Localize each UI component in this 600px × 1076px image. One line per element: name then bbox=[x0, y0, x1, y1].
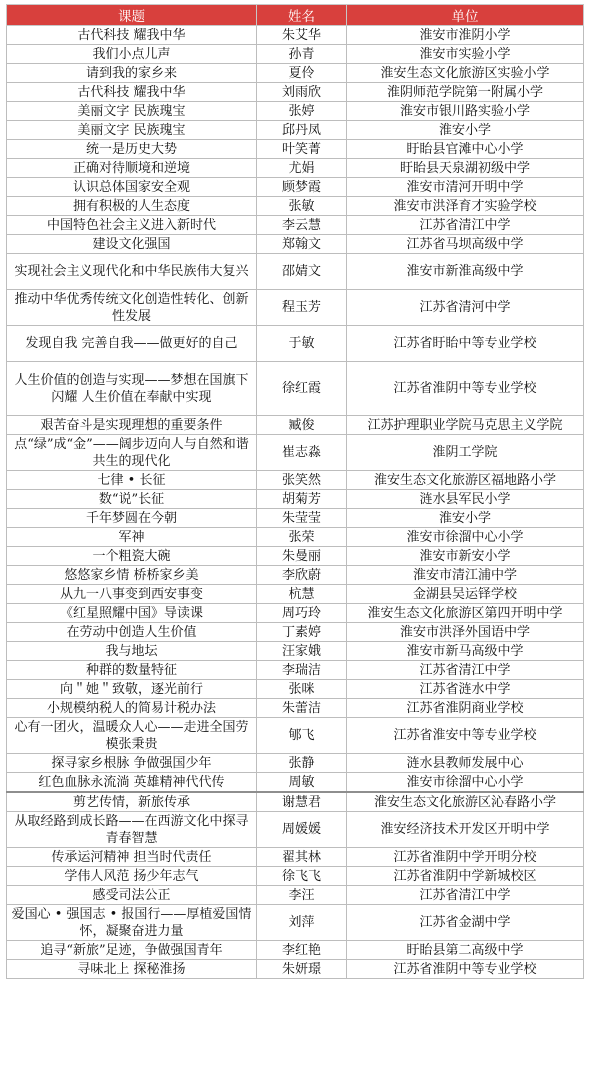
table-row bbox=[7, 848, 584, 867]
cell-name: 李红艳 bbox=[257, 941, 347, 960]
table-row bbox=[7, 604, 584, 623]
cell-unit: 淮安小学 bbox=[347, 509, 584, 528]
table-row bbox=[7, 792, 584, 812]
cell-name: 翟其林 bbox=[257, 848, 347, 867]
cell-unit: 淮阴师范学院第一附属小学 bbox=[347, 83, 584, 102]
cell-unit: 淮安市徐溜中心小学 bbox=[347, 528, 584, 547]
cell-name: 郑翰文 bbox=[257, 235, 347, 254]
cell-unit: 江苏护理职业学院马克思主义学院 bbox=[347, 416, 584, 435]
cell-topic: 人生价值的创造与实现——梦想在国旗下闪耀 人生价值在奉献中实现 bbox=[7, 362, 257, 416]
table-row bbox=[7, 254, 584, 290]
cell-topic: 正确对待顺境和逆境 bbox=[7, 159, 257, 178]
cell-name: 刘萍 bbox=[257, 905, 347, 941]
table-row bbox=[7, 547, 584, 566]
cell-topic: 一个粗瓷大碗 bbox=[7, 547, 257, 566]
cell-topic: 悠悠家乡情 桥桥家乡美 bbox=[7, 566, 257, 585]
cell-unit: 淮安市洪泽育才实验学校 bbox=[347, 197, 584, 216]
table-row bbox=[7, 642, 584, 661]
cell-unit: 淮安市新马高级中学 bbox=[347, 642, 584, 661]
cell-name: 张咪 bbox=[257, 680, 347, 699]
table-row bbox=[7, 45, 584, 64]
table-row bbox=[7, 623, 584, 642]
cell-unit: 淮安生态文化旅游区实验小学 bbox=[347, 64, 584, 83]
table-row bbox=[7, 178, 584, 197]
cell-topic: 我与地坛 bbox=[7, 642, 257, 661]
cell-unit: 江苏省淮阴中等专业学校 bbox=[347, 960, 584, 979]
table-row bbox=[7, 26, 584, 45]
table-row bbox=[7, 435, 584, 471]
cell-name: 崔志淼 bbox=[257, 435, 347, 471]
cell-name: 张笑然 bbox=[257, 471, 347, 490]
cell-unit: 淮安经济技术开发区开明中学 bbox=[347, 812, 584, 848]
cell-unit: 淮阴工学院 bbox=[347, 435, 584, 471]
cell-topic: 在劳动中创造人生价值 bbox=[7, 623, 257, 642]
cell-topic: 点“绿”成“金”——阔步迈向人与自然和谐共生的现代化 bbox=[7, 435, 257, 471]
table-row bbox=[7, 699, 584, 718]
cell-topic: 美丽文字 民族瑰宝 bbox=[7, 102, 257, 121]
cell-name: 周媛媛 bbox=[257, 812, 347, 848]
table-row bbox=[7, 235, 584, 254]
cell-unit: 江苏省清河中学 bbox=[347, 290, 584, 326]
cell-unit: 江苏省淮阴中学开明分校 bbox=[347, 848, 584, 867]
table-row bbox=[7, 886, 584, 905]
cell-name: 张荣 bbox=[257, 528, 347, 547]
cell-name: 周巧玲 bbox=[257, 604, 347, 623]
cell-topic: 我们小点儿声 bbox=[7, 45, 257, 64]
cell-name: 张敏 bbox=[257, 197, 347, 216]
table-row bbox=[7, 102, 584, 121]
cell-topic: 中国特色社会主义进入新时代 bbox=[7, 216, 257, 235]
cell-topic: 种群的数量特征 bbox=[7, 661, 257, 680]
cell-unit: 涟水县教师发展中心 bbox=[347, 754, 584, 773]
table-row bbox=[7, 528, 584, 547]
cell-unit: 淮安市清江浦中学 bbox=[347, 566, 584, 585]
cell-name: 朱蕾洁 bbox=[257, 699, 347, 718]
cell-unit: 江苏省清江中学 bbox=[347, 216, 584, 235]
table-row bbox=[7, 64, 584, 83]
cell-name: 杭慧 bbox=[257, 585, 347, 604]
cell-unit: 淮安市银川路实验小学 bbox=[347, 102, 584, 121]
table-row bbox=[7, 718, 584, 754]
cell-unit: 淮安市新安小学 bbox=[347, 547, 584, 566]
cell-name: 张婷 bbox=[257, 102, 347, 121]
cell-name: 朱莹莹 bbox=[257, 509, 347, 528]
table-row bbox=[7, 326, 584, 362]
cell-topic: 军神 bbox=[7, 528, 257, 547]
cell-unit: 淮安生态文化旅游区沁春路小学 bbox=[347, 792, 584, 812]
cell-name: 李云慧 bbox=[257, 216, 347, 235]
cell-topic: 传承运河精神 担当时代责任 bbox=[7, 848, 257, 867]
cell-topic: 探寻家乡根脉 争做强国少年 bbox=[7, 754, 257, 773]
cell-topic: 艰苦奋斗是实现理想的重要条件 bbox=[7, 416, 257, 435]
cell-unit: 江苏省淮阴中学新城校区 bbox=[347, 867, 584, 886]
cell-name: 顾梦霞 bbox=[257, 178, 347, 197]
cell-unit: 淮安市淮阴小学 bbox=[347, 26, 584, 45]
cell-name: 于敏 bbox=[257, 326, 347, 362]
cell-topic: 发现自我 完善自我——做更好的自己 bbox=[7, 326, 257, 362]
cell-unit: 江苏省金湖中学 bbox=[347, 905, 584, 941]
cell-name: 张静 bbox=[257, 754, 347, 773]
cell-topic: 古代科技 耀我中华 bbox=[7, 83, 257, 102]
cell-unit: 淮安市洪泽外国语中学 bbox=[347, 623, 584, 642]
table-row bbox=[7, 941, 584, 960]
cell-name: 胡菊芳 bbox=[257, 490, 347, 509]
cell-topic: 小规模纳税人的简易计税办法 bbox=[7, 699, 257, 718]
cell-topic: 古代科技 耀我中华 bbox=[7, 26, 257, 45]
cell-topic: 从九一八事变到西安事变 bbox=[7, 585, 257, 604]
table-row bbox=[7, 490, 584, 509]
cell-name: 邵婧文 bbox=[257, 254, 347, 290]
table-row bbox=[7, 773, 584, 793]
cell-topic: 感受司法公正 bbox=[7, 886, 257, 905]
cell-name: 朱曼丽 bbox=[257, 547, 347, 566]
cell-name: 周敏 bbox=[257, 773, 347, 793]
table-row bbox=[7, 867, 584, 886]
header-name: 姓名 bbox=[257, 5, 347, 26]
cell-name: 夏伶 bbox=[257, 64, 347, 83]
cell-unit: 江苏省淮阴中等专业学校 bbox=[347, 362, 584, 416]
table-row bbox=[7, 471, 584, 490]
cell-unit: 江苏省清江中学 bbox=[347, 886, 584, 905]
cell-topic: 拥有积极的人生态度 bbox=[7, 197, 257, 216]
cell-topic: 数“说”长征 bbox=[7, 490, 257, 509]
cell-topic: 剪艺传情，新旅传承 bbox=[7, 792, 257, 812]
table-row bbox=[7, 159, 584, 178]
table-row bbox=[7, 290, 584, 326]
cell-topic: 《红星照耀中国》导读课 bbox=[7, 604, 257, 623]
cell-unit: 淮安市清河开明中学 bbox=[347, 178, 584, 197]
cell-unit: 江苏省淮安中等专业学校 bbox=[347, 718, 584, 754]
cell-unit: 淮安市徐溜中心小学 bbox=[347, 773, 584, 793]
table-body bbox=[7, 26, 584, 979]
cell-name: 徐飞飞 bbox=[257, 867, 347, 886]
cell-unit: 盱眙县官滩中心小学 bbox=[347, 140, 584, 159]
table-row bbox=[7, 509, 584, 528]
table-row bbox=[7, 83, 584, 102]
cell-topic: 向＂她＂致敬，逐光前行 bbox=[7, 680, 257, 699]
cell-topic: 爱国心 • 强国志 • 报国行——厚植爱国情怀，凝聚奋进力量 bbox=[7, 905, 257, 941]
cell-topic: 认识总体国家安全观 bbox=[7, 178, 257, 197]
cell-topic: 请到我的家乡来 bbox=[7, 64, 257, 83]
table-row bbox=[7, 566, 584, 585]
table-row bbox=[7, 812, 584, 848]
table-row bbox=[7, 585, 584, 604]
table-row bbox=[7, 960, 584, 979]
table-row bbox=[7, 140, 584, 159]
cell-topic: 建设文化强国 bbox=[7, 235, 257, 254]
cell-unit: 淮安生态文化旅游区第四开明中学 bbox=[347, 604, 584, 623]
cell-name: 邱丹凤 bbox=[257, 121, 347, 140]
cell-topic: 学伟人风范 扬少年志气 bbox=[7, 867, 257, 886]
cell-unit: 江苏省马坝高级中学 bbox=[347, 235, 584, 254]
cell-name: 汪家娥 bbox=[257, 642, 347, 661]
cell-name: 程玉芳 bbox=[257, 290, 347, 326]
table-row bbox=[7, 416, 584, 435]
header-unit: 单位 bbox=[347, 5, 584, 26]
cell-name: 李欣蔚 bbox=[257, 566, 347, 585]
cell-topic: 千年梦圆在今朝 bbox=[7, 509, 257, 528]
table-header-row bbox=[7, 5, 584, 26]
cell-name: 孙青 bbox=[257, 45, 347, 64]
cell-topic: 从取经路到成长路——在西游文化中探寻青春智慧 bbox=[7, 812, 257, 848]
cell-topic: 美丽文字 民族瑰宝 bbox=[7, 121, 257, 140]
cell-unit: 盱眙县第二高级中学 bbox=[347, 941, 584, 960]
cell-unit: 淮安生态文化旅游区福地路小学 bbox=[347, 471, 584, 490]
cell-name: 丁素婷 bbox=[257, 623, 347, 642]
cell-unit: 江苏省涟水中学 bbox=[347, 680, 584, 699]
cell-name: 朱艾华 bbox=[257, 26, 347, 45]
table-row bbox=[7, 121, 584, 140]
cell-topic: 七律 • 长征 bbox=[7, 471, 257, 490]
cell-topic: 心有一团火，温暖众人心——走进全国劳模张秉贵 bbox=[7, 718, 257, 754]
cell-unit: 江苏省盱眙中等专业学校 bbox=[347, 326, 584, 362]
cell-topic: 寻味北上 探秘淮扬 bbox=[7, 960, 257, 979]
cell-topic: 红色血脉永流淌 英雄精神代代传 bbox=[7, 773, 257, 793]
cell-topic: 实现社会主义现代化和中华民族伟大复兴 bbox=[7, 254, 257, 290]
cell-unit: 淮安市实验小学 bbox=[347, 45, 584, 64]
cell-name: 郇飞 bbox=[257, 718, 347, 754]
cell-name: 尤娟 bbox=[257, 159, 347, 178]
cell-unit: 金湖县吴运铎学校 bbox=[347, 585, 584, 604]
cell-unit: 盱眙县天泉湖初级中学 bbox=[347, 159, 584, 178]
cell-name: 刘雨欣 bbox=[257, 83, 347, 102]
table-row bbox=[7, 754, 584, 773]
table-row bbox=[7, 197, 584, 216]
cell-unit: 江苏省淮阴商业学校 bbox=[347, 699, 584, 718]
cell-name: 李汪 bbox=[257, 886, 347, 905]
table-row bbox=[7, 661, 584, 680]
cell-topic: 推动中华优秀传统文化创造性转化、创新性发展 bbox=[7, 290, 257, 326]
cell-topic: 追寻“新旅”足迹，争做强国青年 bbox=[7, 941, 257, 960]
course-table bbox=[6, 4, 584, 979]
table-row bbox=[7, 362, 584, 416]
cell-name: 谢慧君 bbox=[257, 792, 347, 812]
cell-name: 朱妍璟 bbox=[257, 960, 347, 979]
cell-unit: 江苏省清江中学 bbox=[347, 661, 584, 680]
table-row bbox=[7, 905, 584, 941]
cell-unit: 淮安市新淮高级中学 bbox=[347, 254, 584, 290]
table-row bbox=[7, 680, 584, 699]
cell-name: 臧俊 bbox=[257, 416, 347, 435]
cell-unit: 淮安小学 bbox=[347, 121, 584, 140]
cell-name: 徐红霞 bbox=[257, 362, 347, 416]
cell-name: 李瑞洁 bbox=[257, 661, 347, 680]
cell-topic: 统一是历史大势 bbox=[7, 140, 257, 159]
cell-name: 叶笑菁 bbox=[257, 140, 347, 159]
cell-unit: 涟水县军民小学 bbox=[347, 490, 584, 509]
header-topic: 课题 bbox=[7, 5, 257, 26]
table-row bbox=[7, 216, 584, 235]
